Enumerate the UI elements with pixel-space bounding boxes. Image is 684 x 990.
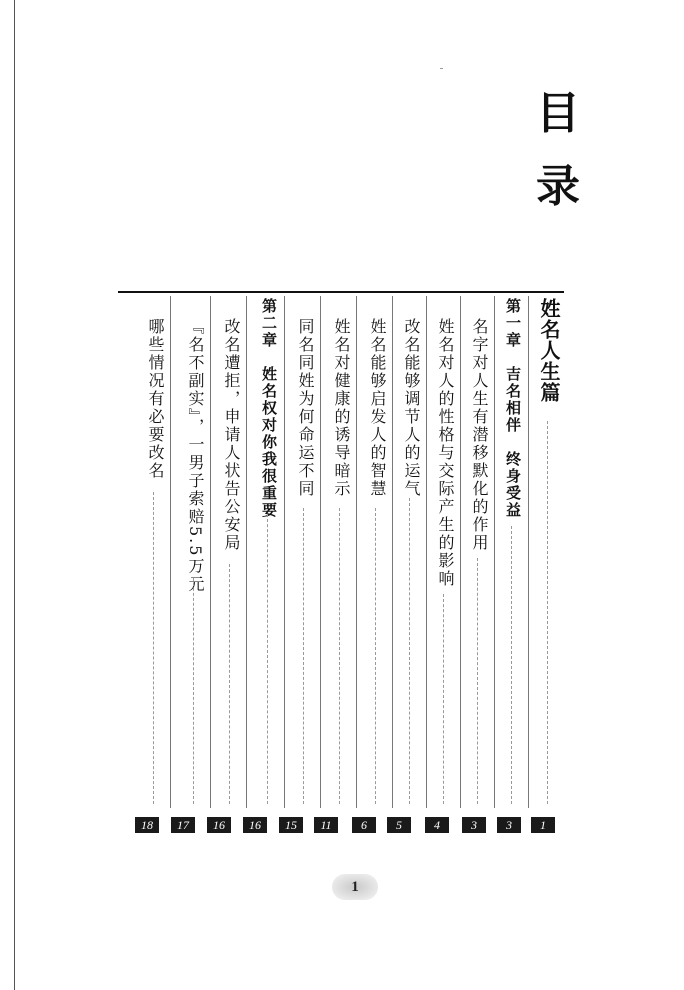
dotted-leader (229, 564, 230, 804)
page-number-box[interactable]: 17 (171, 817, 195, 833)
page-number-box[interactable]: 3 (462, 817, 486, 833)
page-number-box[interactable]: 6 (352, 817, 376, 833)
page-folio: 1 (332, 874, 378, 900)
page-number-box[interactable]: 1 (531, 817, 555, 833)
toc-entry[interactable] (396, 296, 427, 808)
toc-entry[interactable] (464, 296, 495, 808)
toc-entry-chapter-2[interactable] (254, 296, 285, 808)
page-number-box[interactable]: 16 (243, 817, 267, 833)
toc-entry[interactable] (290, 296, 321, 808)
toc-entry-text: 第二章 姓名权对你我很重要 (260, 298, 278, 519)
dotted-leader (409, 498, 410, 804)
toc-entry[interactable] (326, 296, 357, 808)
title-char-1: 目 (536, 88, 580, 139)
toc-entry[interactable] (180, 296, 211, 808)
page-number-box[interactable]: 16 (207, 817, 231, 833)
dotted-leader (443, 594, 444, 804)
dotted-leader (193, 578, 194, 804)
toc-entry-text: 姓名能够启发人的智慧 (368, 318, 387, 498)
toc-entry-text: 『名不副实』，一男子索赔5.5万元 (186, 318, 205, 594)
dotted-leader (375, 508, 376, 804)
toc-entry-chapter-1[interactable] (498, 296, 529, 808)
page-number-box[interactable]: 3 (497, 817, 521, 833)
toc-entry-text: 改名遭拒，申请人状告公安局 (222, 318, 241, 552)
page-edge-line (14, 0, 15, 990)
toc-entry[interactable] (216, 296, 247, 808)
toc-entry-text: 哪些情况有必要改名 (146, 318, 165, 480)
page-number-box[interactable]: 4 (425, 817, 449, 833)
toc-entry-section[interactable] (534, 296, 564, 808)
toc-entry[interactable] (362, 296, 393, 808)
toc-entry-text: 姓名对健康的诱导暗示 (332, 318, 351, 498)
dotted-leader (511, 526, 512, 804)
toc-entry-text: 名字对人生有潜移默化的作用 (470, 318, 489, 552)
dotted-leader (153, 492, 154, 804)
toc-entry-text: 同名同姓为何命运不同 (296, 318, 315, 498)
toc-entry[interactable] (140, 296, 171, 808)
toc-entry[interactable] (430, 296, 461, 808)
scan-speck (440, 68, 443, 69)
page-number-box[interactable]: 18 (135, 817, 159, 833)
dotted-leader (267, 514, 268, 804)
page-number-box[interactable]: 5 (387, 817, 411, 833)
toc-top-rule (118, 291, 564, 293)
toc-entry-text: 姓名人生篇 (537, 298, 561, 403)
page-number-box[interactable]: 11 (314, 817, 338, 833)
title-char-2: 录 (536, 161, 580, 212)
toc-entry-text: 改名能够调节人的运气 (402, 318, 421, 498)
dotted-leader (547, 421, 548, 804)
toc-entry-text: 第一章 吉名相伴 终身受益 (504, 298, 522, 519)
toc-entry-text: 姓名对人的性格与交际产生的影响 (436, 318, 455, 588)
dotted-leader (339, 508, 340, 804)
page-number-box[interactable]: 15 (279, 817, 303, 833)
dotted-leader (303, 508, 304, 804)
dotted-leader (477, 558, 478, 804)
